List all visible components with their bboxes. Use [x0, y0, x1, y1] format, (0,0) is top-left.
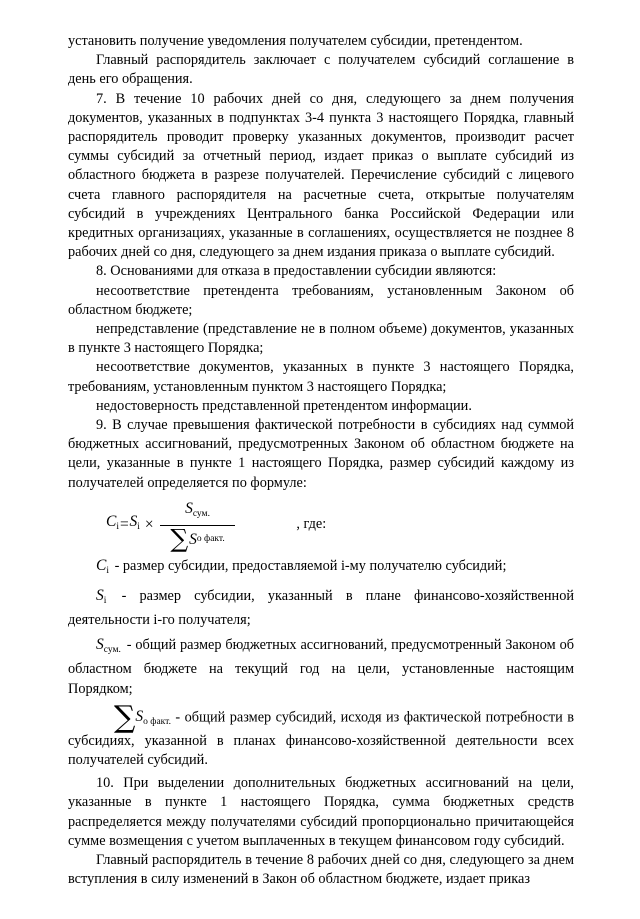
definition-symbol: $S_i$ — [96, 586, 107, 606]
definition-line — [68, 556, 574, 581]
paragraph: 8. Основаниями для отказа в предоставлении субсидии являются: — [96, 263, 497, 280]
definition-item — [68, 586, 574, 630]
definition-text: - общий размер субсидий, исходя из фактической потребности в субсидиях, указанной в планах финансово-хозяйственной деятельности всех получателей субсидий. — [68, 709, 574, 768]
paragraph: Главный распорядитель в течение 8 рабочих дней со дня, следующего за днем вступления в силу изменений в Закон об областном бюджете, издает приказ — [68, 852, 574, 888]
formula-expression — [106, 499, 237, 554]
sigma-icon: ∑ — [170, 524, 189, 554]
paragraph: Главный распорядитель заключает с получателем субсидий соглашение в день его обращения. — [68, 52, 574, 88]
paragraph: установить получение уведомления получателем субсидии, претендентом. — [68, 33, 523, 49]
definition-symbol: $\sum S_{о факт.}$ — [114, 699, 171, 735]
paragraph: 10. При выделении дополнительных бюджетных ассигнований на цели, указанные в пункте 1 настоящего Порядка, сумма бюджетных средств распределяется между получателями субсидий пропорционально причитающейся сумме возмещения с учетом выплаченных в текущем финансовом году субсидий. — [68, 775, 574, 849]
paragraph: недостоверность представленной претендентом информации. — [96, 397, 472, 414]
formula-left-var: $C_i$ — [106, 513, 119, 533]
definition-item — [68, 556, 574, 581]
definition-symbol: $C_i$ — [96, 556, 109, 576]
definition-line — [68, 635, 574, 699]
definition-text: - размер субсидии, предоставляемой i-му получателю субсидий; — [114, 557, 507, 574]
paragraph: 7. В течение 10 рабочих дней со дня, следующего за днем получения документов, указанных в подпунктах 3-4 пункта 3 настоящего Порядка, главный распорядитель проводит проверку указанных документов, производит расчет суммы субсидий за отчетный период, издает приказ о выплате субсидий из областного бюджета в разрезе получателей. Перечисление субсидий с лицевого счета главного распорядителя на расчетные счета, открытые получателям субсидий в учреждениях Центрального банка Российской Федерации или кредитных организациях, указанные в соглашениях, осуществляется не позднее 8 рабочих дней со дня, следующего за днем издания приказа о выплате субсидий. — [68, 90, 574, 261]
paragraph: непредставление (представление не в полном объеме) документов, указанных в пункте 3 настоящего Порядка; — [68, 321, 574, 357]
formula-times: × — [143, 516, 155, 534]
formula-numerator: $S_{сум.}$ — [185, 499, 210, 519]
formula-denominator: ∑ S о факт. — [170, 524, 225, 554]
formula-where-label: , где: — [296, 516, 327, 533]
paragraph: 9. В случае превышения фактической потребности в субсидиях над суммой бюджетных ассигнований, предусмотренных Законом об областном бюджете на цели, указанные в пункте 1 настоящего Порядка, размер субсидий каждому из получателей определяется по формуле: — [68, 417, 574, 491]
definition-item — [68, 635, 574, 699]
paragraph: несоответствие претендента требованиям, установленным Законом об областном бюджете; — [68, 282, 574, 318]
definition-text: - общий размер бюджетных ассигнований, предусмотренный Законом об областном бюджете на текущий год на цели, установленные настоящим Порядком; — [68, 637, 574, 697]
formula-equals: = — [118, 516, 130, 534]
definition-line — [68, 699, 574, 770]
definition-line — [68, 586, 574, 630]
formula-factor-var: $S_i$ — [129, 513, 140, 533]
paragraph: несоответствие документов, указанных в пункте 3 настоящего Порядка, требованиям, установленным пунктом 3 настоящего Порядка; — [68, 359, 574, 395]
definition-text: - размер субсидии, указанный в плане финансово-хозяйственной деятельности i-го получателя; — [68, 587, 574, 628]
formula-block — [68, 499, 574, 554]
sigma-icon: ∑ — [114, 699, 136, 735]
definition-symbol: $S_{сум.}$ — [96, 636, 121, 656]
formula-fraction — [160, 499, 234, 554]
definition-item — [68, 699, 574, 770]
